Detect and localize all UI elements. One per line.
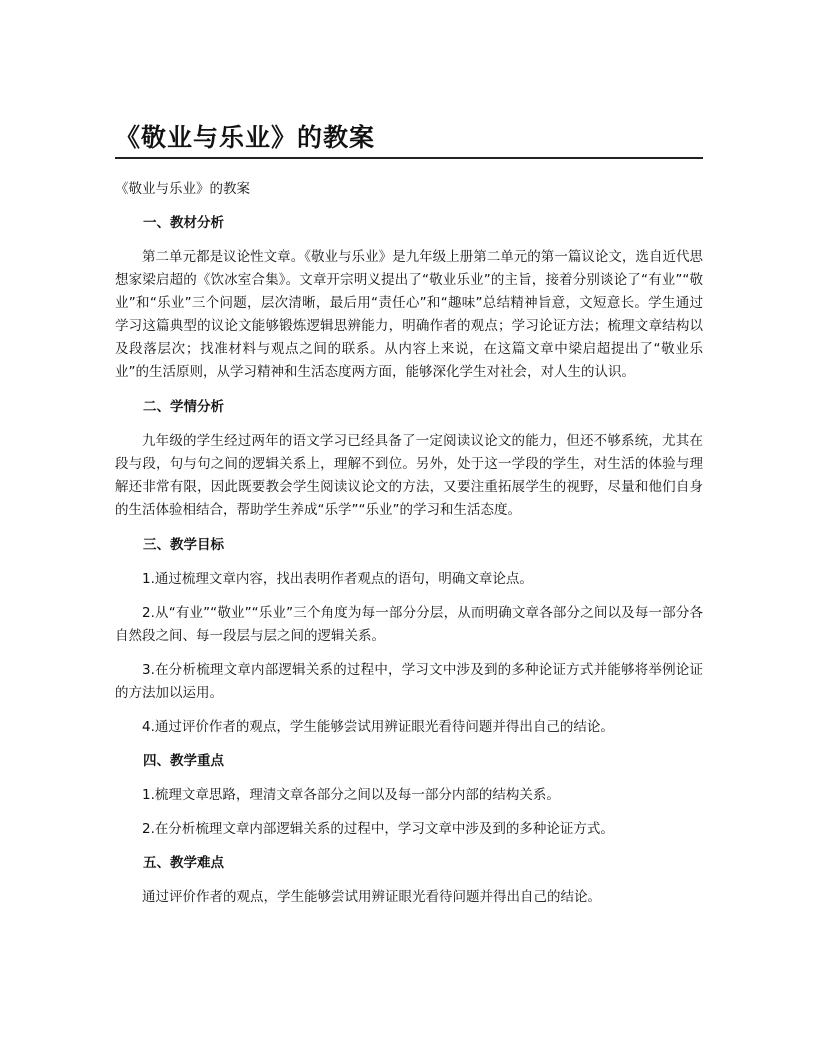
goal-item-3: 3.在分析梳理文章内部逻辑关系的过程中，学习文中涉及到的多种论证方式并能够将举例论证的方法加以运用。 (115, 662, 703, 701)
title-divider (115, 157, 703, 159)
goal-item-1: 1.通过梳理文章内容，找出表明作者观点的语句，明确文章论点。 (142, 571, 533, 587)
section-heading-key-points: 四、教学重点 (143, 753, 224, 769)
section-heading-textbook-analysis: 一、教材分析 (143, 215, 224, 231)
document-title: 《敬业与乐业》的教案 (115, 123, 376, 152)
paragraph-textbook-analysis: 第二单元都是议论性文章。《敬业与乐业》是九年级上册第二单元的第一篇议论文，选自近代思想家梁启超的《饮冰室合集》。文章开宗明义提出了“敬业乐业”的主旨，接着分别谈论了“有业”“敬业”和“乐业”三个问题，层次清晰，最后用“责任心”和“趣味”总结精神旨意，文短意长。学生通过学习这篇典型的议论文能够锻炼逻辑思辨能力，明确作者的观点；学习论证方法；梳理文章结构以及段落层次；找准材料与观点之间的联系。从内容上来说，在这篇文章中梁启超提出了“敬业乐业”的生活原则，从学习精神和生活态度两方面，能够深化学生对社会，对人生的认识。 (115, 249, 703, 380)
difficulty-item-1: 通过评价作者的观点，学生能够尝试用辨证眼光看待问题并得出自己的结论。 (142, 889, 601, 905)
section-heading-student-analysis: 二、学情分析 (143, 399, 224, 415)
document-body (115, 178, 703, 920)
key-point-item-2: 2.在分析梳理文章内部逻辑关系的过程中，学习文章中涉及到的多种论证方式。 (142, 821, 614, 837)
key-point-item-1: 1.梳理文章思路，理清文章各部分之间以及每一部分内部的结构关系。 (142, 787, 560, 803)
goal-item-4: 4.通过评价作者的观点，学生能够尝试用辨证眼光看待问题并得出自己的结论。 (142, 719, 614, 735)
goal-item-2: 2.从“有业”“敬业”“乐业”三个角度为每一部分分层，从而明确文章各部分之间以及每一部分各自然段之间、每一段层与层之间的逻辑关系。 (115, 605, 703, 644)
paragraph-student-analysis: 九年级的学生经过两年的语文学习已经具备了一定阅读议论文的能力，但还不够系统，尤其在段与段，句与句之间的逻辑关系上，理解不到位。另外，处于这一学段的学生，对生活的体验与理解还非常有限，因此既要教会学生阅读议论文的方法，又要注重拓展学生的视野，尽量和他们自身的生活体验相结合，帮助学生养成“乐学”“乐业”的学习和生活态度。 (115, 433, 703, 518)
document-subtitle: 《敬业与乐业》的教案 (115, 181, 250, 197)
section-heading-teaching-goals: 三、教学目标 (143, 537, 224, 553)
section-heading-difficulties: 五、教学难点 (143, 855, 224, 871)
